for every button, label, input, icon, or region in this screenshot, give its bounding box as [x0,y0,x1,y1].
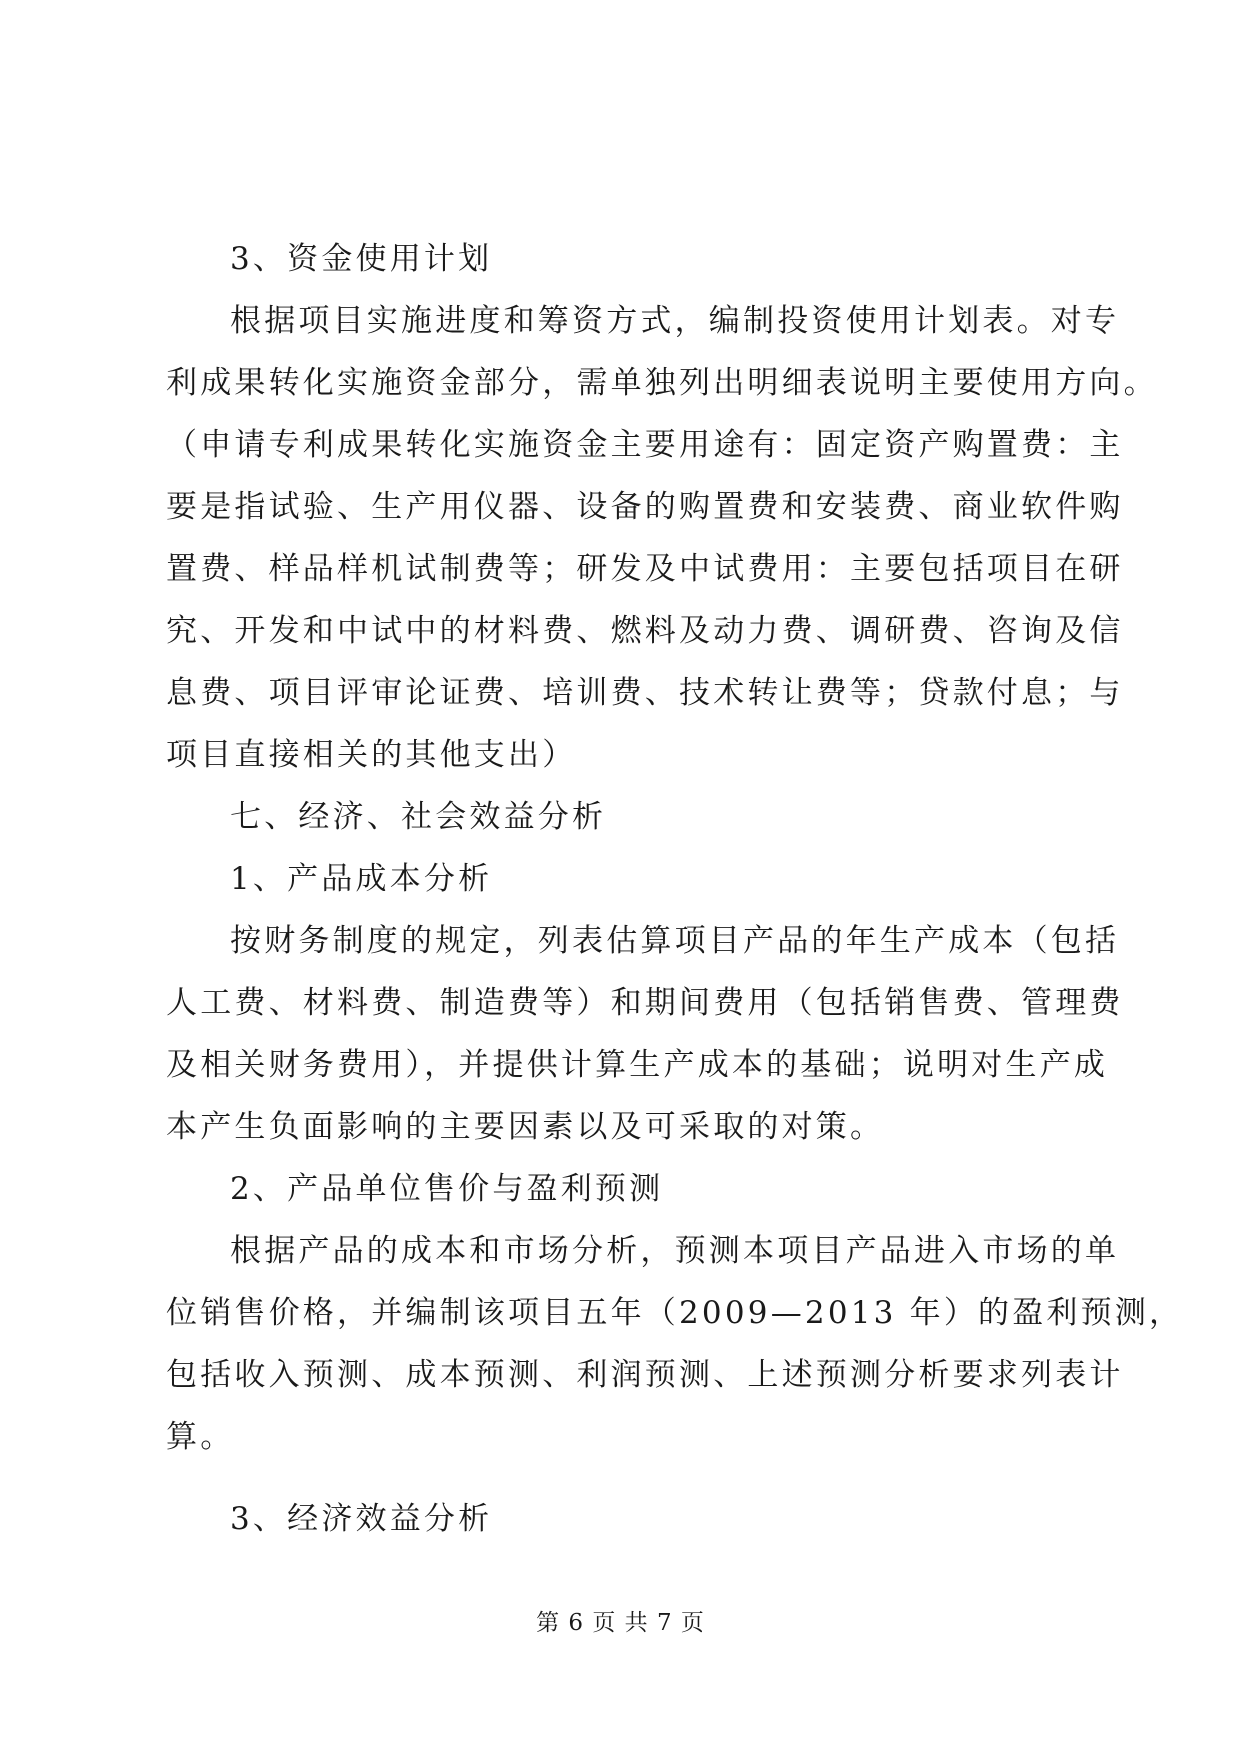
paragraph-line: 要是指试验、生产用仪器、设备的购置费和安装费、商业软件购 [166,489,1124,525]
section-heading: 2、产品单位售价与盈利预测 [230,1171,664,1207]
paragraph-line: 按财务制度的规定，列表估算项目产品的年生产成本（包括 [230,923,1120,959]
paragraph-line: 本产生负面影响的主要因素以及可采取的对策。 [166,1109,885,1145]
paragraph-line: 置费、样品样机试制费等；研发及中试费用：主要包括项目在研 [166,551,1124,587]
section-funding-plan [166,228,1158,786]
page-number-footer: 第 6 页 共 7 页 [536,1610,705,1636]
paragraph-line: 根据产品的成本和市场分析，预测本项目产品进入市场的单 [230,1233,1120,1269]
section-heading: 3、资金使用计划 [230,241,493,277]
paragraph-line: 根据项目实施进度和筹资方式，编制投资使用计划表。对专 [230,303,1120,339]
paragraph-line: 及相关财务费用），并提供计算生产成本的基础；说明对生产成 [166,1047,1109,1083]
paragraph-line: 人工费、材料费、制造费等）和期间费用（包括销售费、管理费 [166,985,1124,1021]
section-heading: 1、产品成本分析 [230,861,493,897]
paragraph-line: 息费、项目评审论证费、培训费、技术转让费等；贷款付息；与 [166,675,1124,711]
paragraph-line: 位销售价格，并编制该项目五年（2009—2013 年）的盈利预测， [166,1295,1184,1331]
section-price-profit [166,1158,1184,1468]
paragraph-line: 算。 [166,1419,235,1455]
paragraph-line: （申请专利成果转化实施资金主要用途有：固定资产购置费：主 [166,427,1124,463]
paragraph-line: 利成果转化实施资金部分，需单独列出明细表说明主要使用方向。 [166,365,1158,401]
paragraph-line: 究、开发和中试中的材料费、燃料及动力费、调研费、咨询及信 [166,613,1124,649]
section-heading: 七、经济、社会效益分析 [230,799,607,835]
section-benefit-analysis [166,786,1078,848]
paragraph-spacer [166,1468,1078,1488]
section-heading: 3、经济效益分析 [230,1501,493,1537]
document-body [166,228,1184,1550]
paragraph-line: 包括收入预测、成本预测、利润预测、上述预测分析要求列表计 [166,1357,1124,1393]
section-cost-analysis [166,848,1124,1158]
paragraph-line: 项目直接相关的其他支出） [166,737,577,773]
section-economic-benefit [166,1488,1078,1550]
